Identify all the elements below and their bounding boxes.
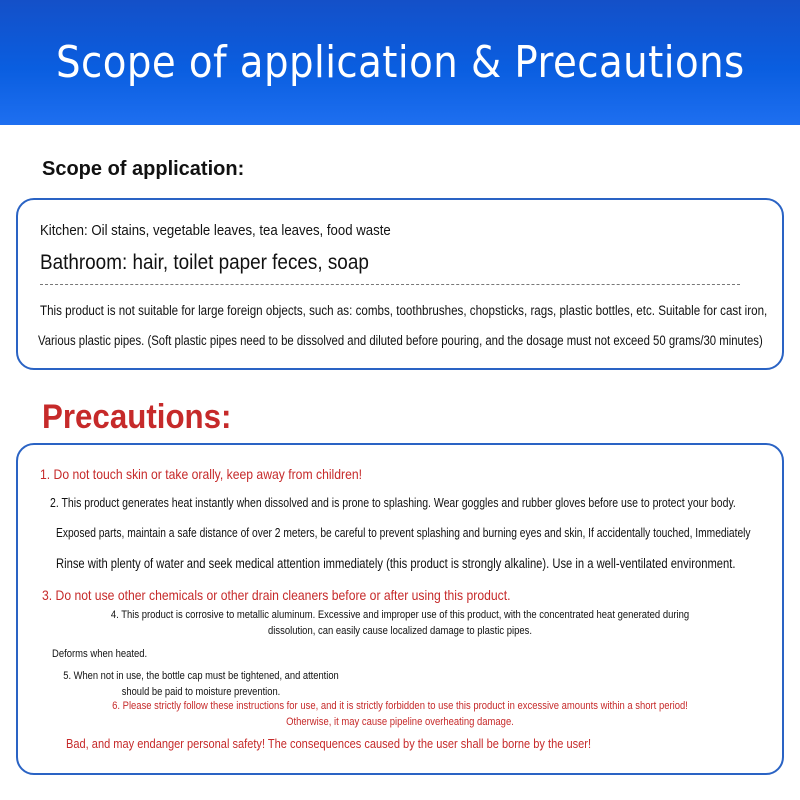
precaution-item-5-text: 5. When not in use, the bottle cap must be tightened, and attention should be paid to moisture prevention.	[63, 670, 339, 698]
dashed-divider	[40, 284, 740, 285]
scope-note-line-1: This product is not suitable for large foreign objects, such as: combs, toothbrushes, chopsticks, rags, plastic bottles, etc. Suitable for cast iron,	[40, 303, 768, 318]
scope-bathroom-text: Bathroom: hair, toilet paper feces, soap	[40, 251, 369, 274]
precaution-item-1: 1. Do not touch skin or take orally, keep away from children!	[40, 466, 363, 482]
precaution-item-4-text: 4. This product is corrosive to metallic aluminum. Excessive and improper use of this product, with the concentrated heat generated during dissolution, can easily cause localized damage to plastic pipes.	[110, 609, 690, 637]
precaution-item-6-text: 6. Please strictly follow these instructions for use, and it is strictly forbidden to use this product in excessive amounts within a short period! Otherwise, it may cause pipeline overheating damage.	[112, 700, 688, 728]
precaution-item-6	[50, 698, 750, 730]
scope-heading: Scope of application:	[42, 158, 245, 180]
precaution-item-4-continued: Deforms when heated.	[52, 648, 148, 660]
precaution-item-6-continued: Bad, and may endanger personal safety! The consequences caused by the user shall be borne by the user!	[66, 736, 592, 751]
precaution-item-4	[40, 607, 760, 639]
precaution-item-2-line-1: 2. This product generates heat instantly when dissolved and is prone to splashing. Wear goggles and rubber gloves before use to protect your body.	[50, 496, 736, 510]
precaution-item-5	[36, 668, 366, 700]
precaution-item-2-line-3: Rinse with plenty of water and seek medical attention immediately (this product is strongly alkaline). Use in a well-ventilated environment.	[56, 556, 736, 571]
precautions-heading: Precautions:	[42, 398, 232, 436]
precaution-item-3: 3. Do not use other chemicals or other drain cleaners before or after using this product.	[42, 587, 511, 603]
precaution-item-2-line-2: Exposed parts, maintain a safe distance of over 2 meters, be careful to prevent splashing and burning eyes and skin, If accidentally touched, Immediately	[56, 526, 751, 540]
header-banner	[0, 0, 800, 125]
scope-kitchen-text: Kitchen: Oil stains, vegetable leaves, tea leaves, food waste	[40, 222, 391, 239]
page-title: Scope of application & Precautions	[55, 37, 745, 88]
scope-note-line-2: Various plastic pipes. (Soft plastic pipes need to be dissolved and diluted before pouring, and the dosage must not exceed 50 grams/30 minutes)	[38, 333, 763, 348]
